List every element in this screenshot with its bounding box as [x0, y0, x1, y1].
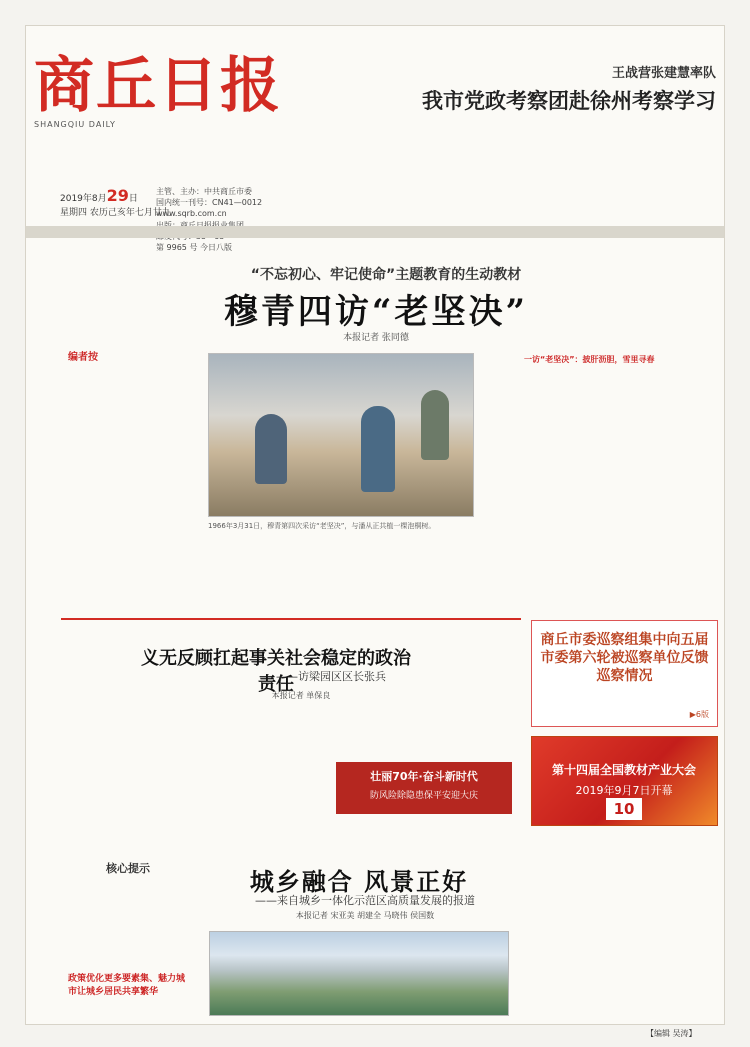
banner-subtitle: 防风险除隐患保平安迎大庆: [369, 791, 478, 801]
editor-note: 编者按: [68, 352, 98, 363]
ad-date: 2019年9月7日开幕: [575, 784, 673, 797]
lead-byline: 本报记者 张同德: [343, 333, 409, 343]
lead-photo: [208, 353, 474, 517]
advertisement[interactable]: [531, 736, 718, 826]
lead-title: 穆青四访“老坚决”: [223, 292, 529, 332]
top-right-subtitle: 王战营张建慧率队: [611, 66, 716, 81]
feature-title: 商丘市委巡察组集中向五届市委第六轮被巡察单位反馈巡察情况: [540, 632, 709, 685]
publication-meta: [156, 186, 416, 253]
core-hint: 核心提示: [106, 862, 150, 875]
site: www.sqrb.com.cn: [156, 209, 227, 219]
section-3-title: 城乡融合 风景正好: [249, 867, 469, 896]
brand-logo: 商丘日报: [34, 51, 282, 121]
lead-subtitle: “不忘初心、牢记使命”主题教育的生动教材: [250, 267, 522, 283]
section-2-byline: 本报记者 单保良: [271, 691, 331, 700]
divider: [26, 226, 724, 238]
sponsor: 主管、主办：中共商丘市委: [156, 187, 252, 196]
section-2-title: 义无反顾扛起事关社会稳定的政治责任: [141, 648, 411, 695]
feature-more-link[interactable]: ▶6版: [689, 710, 709, 719]
top-right-title: 我市党政考察团赴徐州考察学习: [422, 88, 716, 113]
panorama-photo: [209, 931, 509, 1016]
ad-countdown: 10: [606, 798, 642, 820]
editor-credit: 【编辑 吴涛】: [646, 1029, 697, 1038]
photo-figure: [361, 406, 395, 492]
photo-figure: [421, 390, 449, 460]
side-tag: 一访“老坚决”：披肝沥胆，雪里寻春: [524, 355, 655, 364]
masthead: [34, 51, 284, 129]
section-3-subtitle: ——来自城乡一体化示范区高质量发展的报道: [255, 894, 475, 907]
brand-english: SHANGQIU DAILY: [34, 120, 116, 129]
top-right-story: [396, 62, 716, 115]
date-suffix: 日: [128, 194, 138, 204]
cn-number: 国内统一刊号：CN41—0012: [156, 198, 263, 208]
date-year: 2019年8月: [60, 194, 107, 204]
news-headline: 政策优化更多要素集、魅力城市让城乡居民共享繁华: [68, 974, 186, 997]
feature-box[interactable]: [531, 620, 718, 727]
photo-figure: [255, 414, 287, 484]
date-day: 29: [106, 186, 129, 205]
section-2-subtitle: ——访梁园区区长张兵: [276, 670, 386, 683]
photo-caption: 1966年3月31日，穆青第四次采访“老坚决”，与潘从正共植一棵泡桐树。: [208, 522, 436, 530]
issue: 第 9965 号 今日八版: [156, 242, 232, 252]
weekday: 星期四 农历己亥年七月廿九: [60, 208, 171, 218]
banner-title: 壮丽70年·奋斗新时代: [370, 770, 478, 783]
anniversary-banner: [336, 762, 512, 814]
section-3-byline: 本报记者 宋亚美 胡建全 马晓伟 侯国数: [295, 911, 435, 920]
newspaper-page: [25, 25, 725, 1038]
ad-title: 第十四届全国教材产业大会: [551, 763, 696, 777]
